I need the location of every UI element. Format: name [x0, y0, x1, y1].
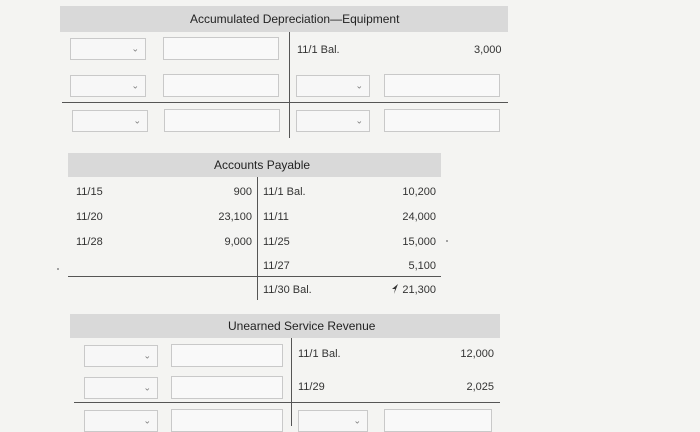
- accum-depr-debit-account-select-2[interactable]: [70, 75, 146, 97]
- ap-credit-amount-4: 5,100: [408, 260, 436, 272]
- ap-balance-value: 21,300: [402, 284, 436, 296]
- unearned-credit-amount-2: 2,025: [466, 381, 494, 393]
- accum-depr-title: Accumulated Depreciation—Equipment: [190, 12, 400, 26]
- chevron-down-icon: ⌄: [133, 115, 141, 126]
- ap-credit-label-4: 11/27: [263, 260, 290, 272]
- accum-depr-credit-balance-amount[interactable]: [384, 109, 500, 132]
- accounts-payable-title: Accounts Payable: [214, 158, 311, 172]
- unearned-t-vertical: [291, 338, 292, 426]
- chevron-down-icon: ⌄: [143, 415, 151, 426]
- chevron-down-icon: ⌄: [355, 80, 363, 91]
- stray-mark: [446, 240, 448, 242]
- unearned-title: Unearned Service Revenue: [228, 319, 376, 333]
- accum-depr-debit-amount-2[interactable]: [163, 74, 279, 97]
- unearned-credit-label-2: 11/29: [298, 381, 325, 393]
- mouse-cursor-icon: [390, 283, 400, 295]
- ap-debit-date-1: 11/15: [76, 186, 103, 198]
- chevron-down-icon: ⌄: [353, 415, 361, 426]
- chevron-down-icon: ⌄: [143, 350, 151, 361]
- accounts-payable-header: [68, 153, 441, 177]
- accum-depr-credit-balance-select[interactable]: [296, 110, 370, 132]
- ap-credit-label-3: 11/25: [263, 236, 290, 248]
- accounts-payable-t-vertical: [257, 177, 258, 300]
- accum-depr-debit-amount-1[interactable]: [163, 37, 279, 60]
- accum-depr-debit-account-select-1[interactable]: [70, 38, 146, 60]
- unearned-debit-account-select-2[interactable]: [84, 377, 158, 399]
- unearned-total-line: [74, 402, 500, 403]
- chevron-down-icon: ⌄: [131, 80, 139, 91]
- unearned-credit-label-1: 11/1 Bal.: [298, 348, 341, 360]
- stray-mark: [57, 268, 59, 270]
- accum-depr-debit-balance-select[interactable]: [72, 110, 148, 132]
- unearned-credit-balance-amount[interactable]: [384, 409, 492, 432]
- unearned-debit-account-select-1[interactable]: [84, 345, 158, 367]
- accum-depr-t-vertical: [289, 32, 290, 138]
- unearned-credit-amount-1: 12,000: [460, 348, 494, 360]
- unearned-debit-amount-2[interactable]: [171, 376, 283, 399]
- ap-credit-amount-1: 10,200: [402, 186, 436, 198]
- unearned-header: [70, 314, 500, 338]
- ap-credit-amount-3: 15,000: [402, 236, 436, 248]
- accum-depr-credit-value: 3,000: [474, 44, 502, 56]
- ap-debit-date-3: 11/28: [76, 236, 103, 248]
- unearned-credit-balance-select[interactable]: [298, 410, 368, 432]
- ap-balance-label: 11/30 Bal.: [263, 284, 312, 296]
- ap-credit-label-2: 11/11: [263, 211, 289, 223]
- unearned-debit-amount-1[interactable]: [171, 344, 283, 367]
- accum-depr-total-line: [62, 102, 508, 103]
- ap-debit-amount-3: 9,000: [224, 236, 252, 248]
- accum-depr-credit-label: 11/1 Bal.: [297, 44, 340, 56]
- ap-debit-amount-2: 23,100: [218, 211, 252, 223]
- unearned-debit-balance-select[interactable]: [84, 410, 158, 432]
- chevron-down-icon: ⌄: [143, 382, 151, 393]
- accum-depr-credit-amount-2[interactable]: [384, 74, 500, 97]
- ap-credit-label-1: 11/1 Bal.: [263, 186, 306, 198]
- unearned-debit-balance-amount[interactable]: [171, 409, 283, 432]
- accum-depr-credit-account-select-2[interactable]: [296, 75, 370, 97]
- chevron-down-icon: ⌄: [131, 43, 139, 54]
- chevron-down-icon: ⌄: [355, 115, 363, 126]
- ap-debit-date-2: 11/20: [76, 211, 103, 223]
- accum-depr-header: [60, 6, 508, 32]
- accum-depr-debit-balance-amount[interactable]: [164, 109, 280, 132]
- ap-debit-amount-1: 900: [233, 186, 252, 198]
- accounts-payable-total-line: [68, 276, 441, 277]
- ap-credit-amount-2: 24,000: [402, 211, 436, 223]
